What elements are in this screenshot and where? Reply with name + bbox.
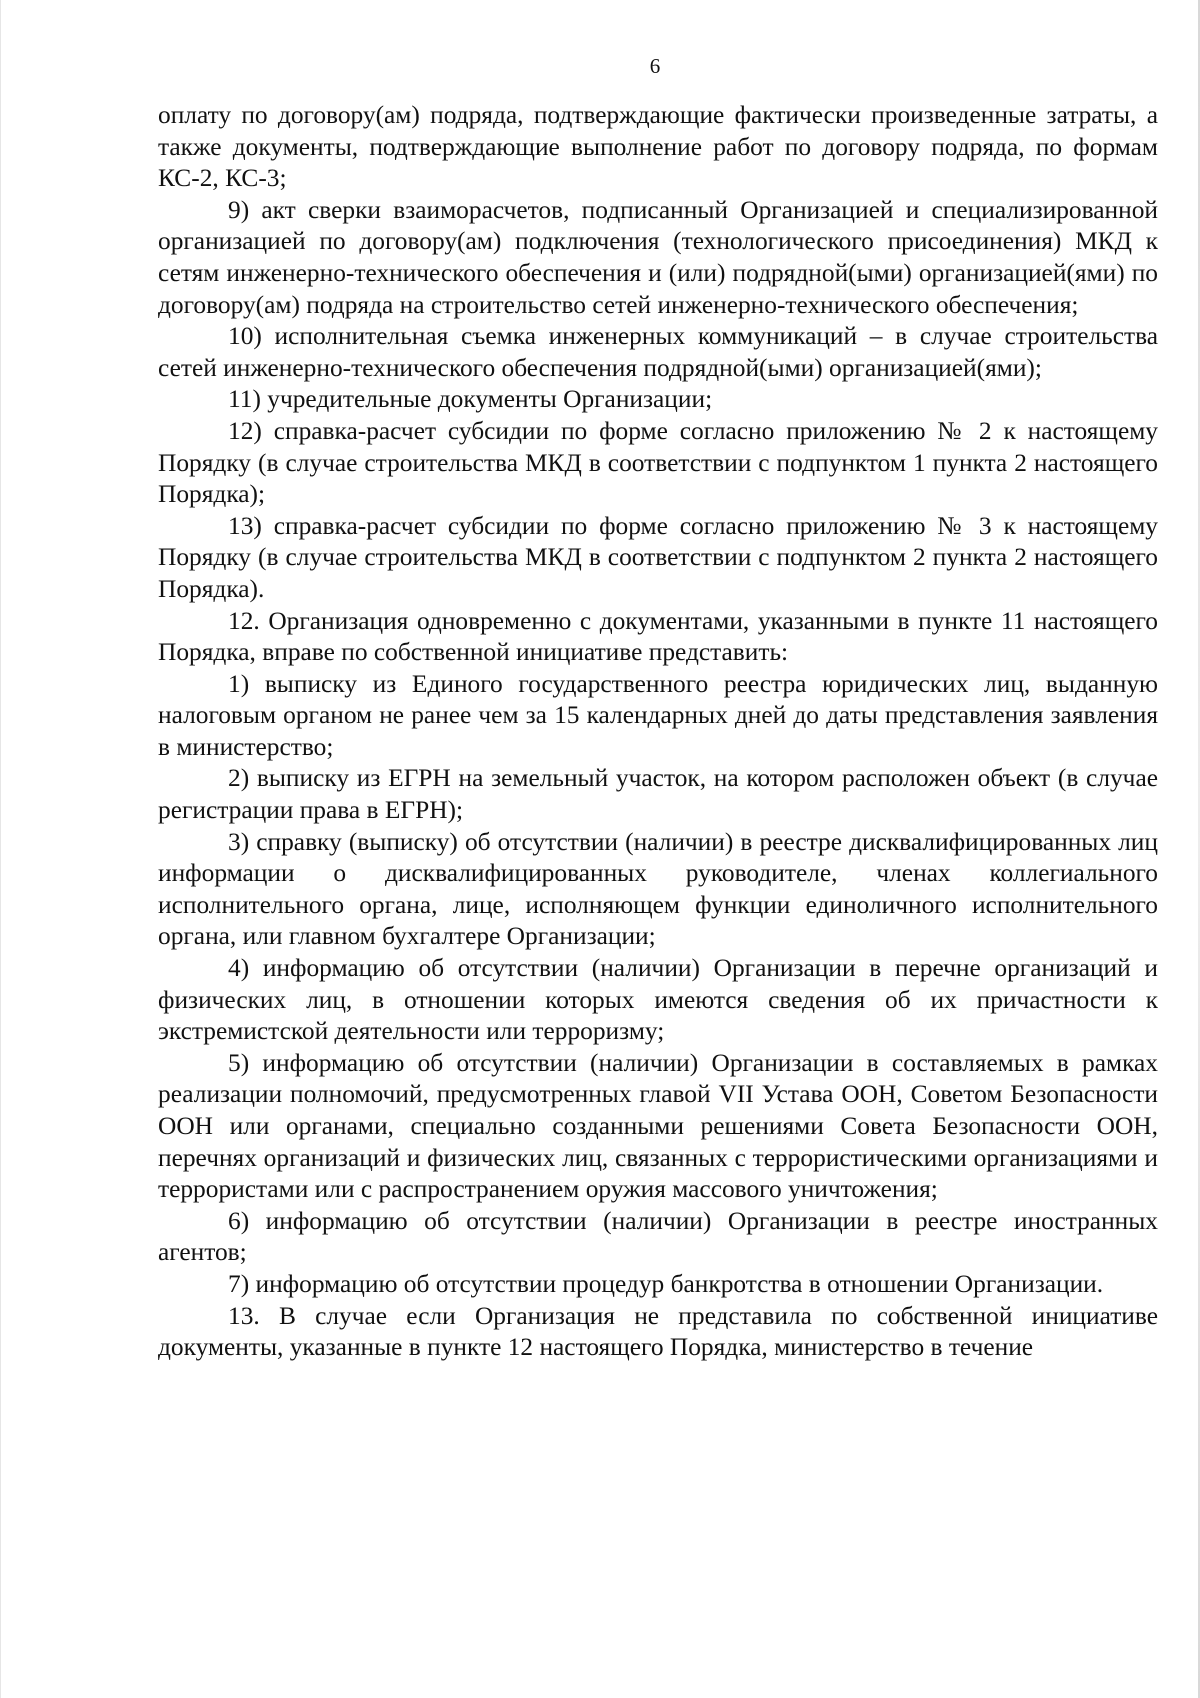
paragraph-clause-12: 12. Организация одновременно с документами, указанными в пункте 11 настоящего Порядка, вправе по собственной инициативе представить: [158,606,1158,667]
paragraph-subitem-6: 6) информацию об отсутствии (наличии) Организации в реестре иностранных агентов; [158,1206,1158,1267]
paragraph-clause-13: 13. В случае если Организация не представила по собственной инициативе документы, указанные в пункте 12 настоящего Порядка, министерство в течение [158,1301,1158,1362]
paragraph-item-13: 13) справка-расчет субсидии по форме согласно приложению № 3 к настоящему Порядку (в случае строительства МКД в соответствии с подпунктом 2 пункта 2 настоящего Порядка). [158,511,1158,603]
paragraph-subitem-5: 5) информацию об отсутствии (наличии) Организации в составляемых в рамках реализации полномочий, предусмотренных главой VII Устава ООН, Советом Безопасности ООН или органами, специально созданными решениями Совета Безопасности ООН, перечнях организаций и физических лиц, связанных с террористическими организациями и террористами или с распространением оружия массового уничтожения; [158,1048,1158,1204]
document-body [158,100,1158,1364]
paragraph-subitem-2: 2) выписку из ЕГРН на земельный участок, на котором расположен объект (в случае регистрации права в ЕГРН); [158,764,1158,825]
paragraph-continuation: оплату по договору(ам) подряда, подтверждающие фактически произведенные затраты, а также документы, подтверждающие выполнение работ по договору подряда, по формам КС-2, КС-3; [158,101,1158,193]
paragraph-item-12: 12) справка-расчет субсидии по форме согласно приложению № 2 к настоящему Порядку (в случае строительства МКД в соответствии с подпунктом 1 пункта 2 настоящего Порядка); [158,416,1158,509]
paragraph-item-10: 10) исполнительная съемка инженерных коммуникаций – в случае строительства сетей инженерно-технического обеспечения подрядной(ыми) организацией(ями); [158,322,1158,382]
paragraph-subitem-3: 3) справку (выписку) об отсутствии (наличии) в реестре дисквалифицированных лиц информации о дисквалифицированных руководителе, членах коллегиального исполнительного органа, лице, исполняющем функции единоличного исполнительного органа, или главном бухгалтере Организации; [158,827,1158,951]
scan-edge-left [0,0,1,1698]
paragraph-item-11: 11) учредительные документы Организации; [228,385,713,414]
paragraph-subitem-7: 7) информацию об отсутствии процедур банкротства в отношении Организации. [228,1269,1104,1298]
page-number: 6 [649,54,661,78]
paragraph-subitem-1: 1) выписку из Единого государственного реестра юридических лиц, выданную налоговым органом не ранее чем за 15 календарных дней до даты представления заявления в министерство; [158,669,1158,761]
paragraph-item-9: 9) акт сверки взаиморасчетов, подписанный Организацией и специализированной организацией по договору(ам) подключения (технологического присоединения) МКД к сетям инженерно-технического обеспечения и (или) подрядной(ыми) организацией(ями) по договору(ам) подряда на строительство сетей инженерно-технического обеспечения; [158,195,1158,319]
paragraph-subitem-4: 4) информацию об отсутствии (наличии) Организации в перечне организаций и физических лиц, в отношении которых имеются сведения об их причастности к экстремистской деятельности или терроризму; [158,954,1158,1046]
